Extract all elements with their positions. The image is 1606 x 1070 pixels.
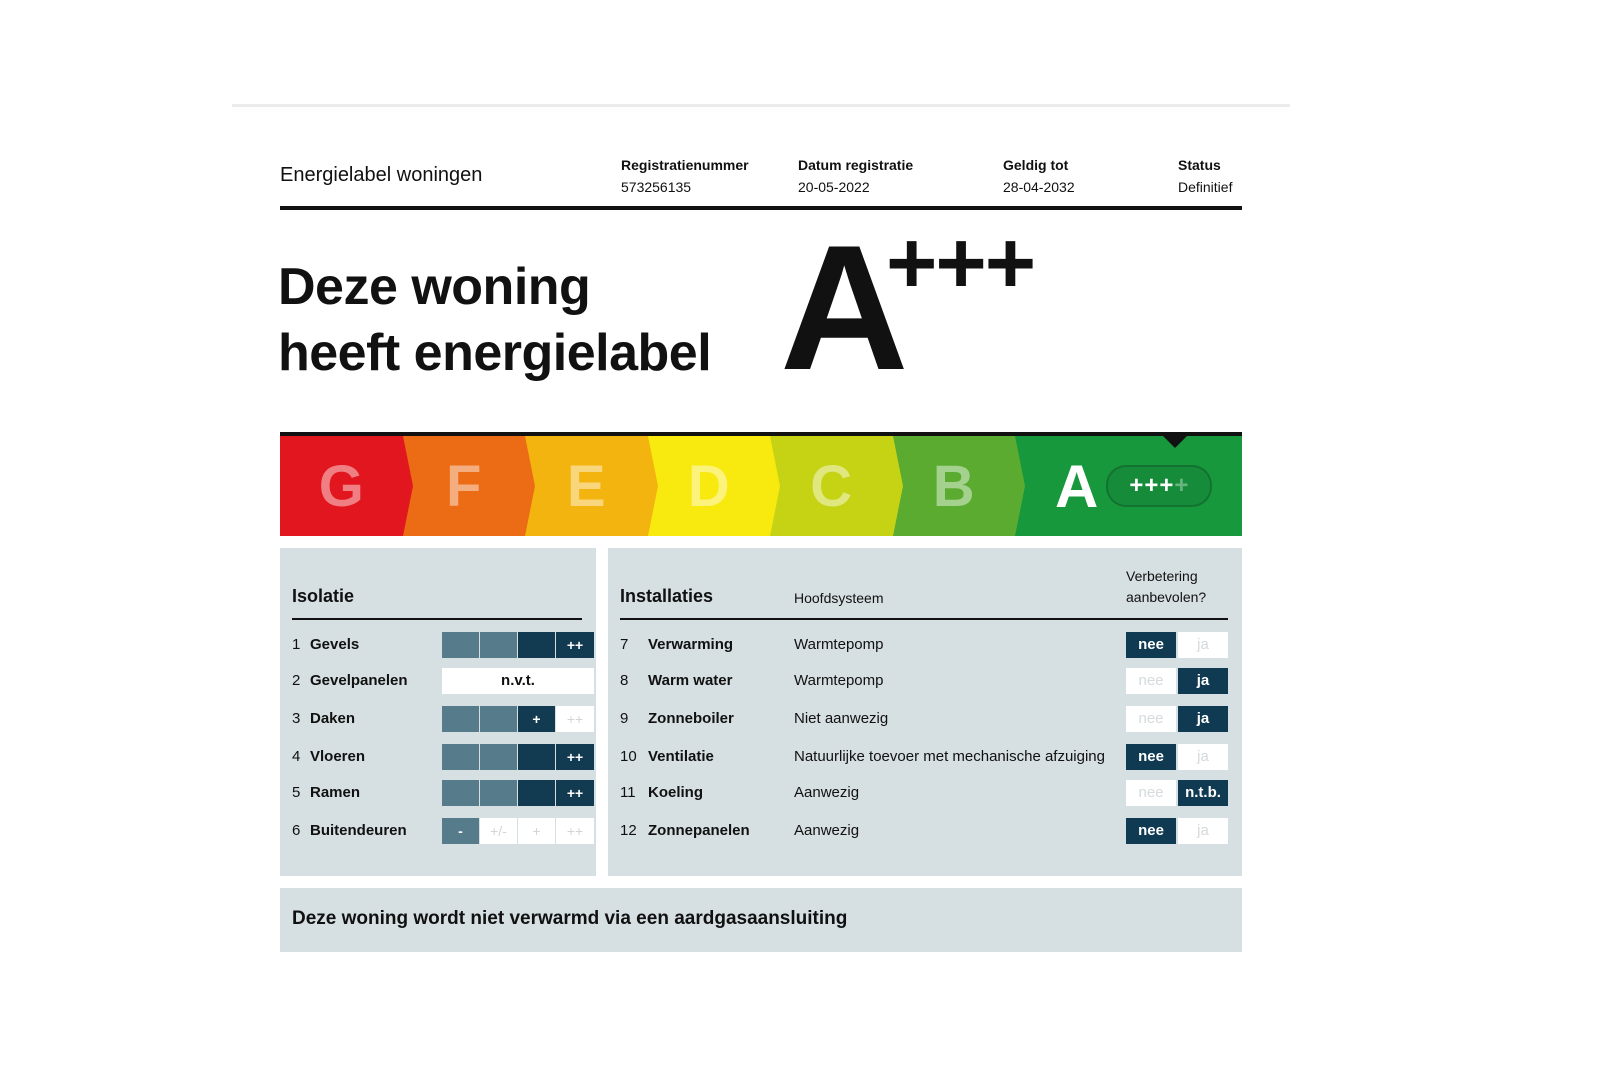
installaties-rule (620, 618, 1228, 620)
improvement-toggle (1126, 668, 1228, 694)
scale-segment-d: D (648, 436, 771, 536)
footer-note (280, 888, 1242, 952)
rating-bar (442, 744, 594, 770)
installaties-title: Installaties (620, 586, 714, 606)
improvement-toggle (1126, 706, 1228, 732)
rating-cell (518, 780, 555, 806)
improvement-toggle (1126, 632, 1228, 658)
row-number: 6 (292, 822, 301, 839)
rating-cell: ++ (556, 706, 594, 732)
row-number: 10 (620, 748, 637, 765)
row-number: 12 (620, 822, 637, 839)
big-label-plus: +++ (886, 213, 1035, 312)
row-number: 1 (292, 636, 301, 653)
meta-value: 573256135 (621, 179, 692, 195)
toggle-ja: ja (1178, 632, 1228, 658)
meta-value: Definitief (1178, 179, 1233, 195)
scale-chevron (403, 436, 413, 536)
rating-cell: - (442, 818, 479, 844)
rating-cell (480, 780, 517, 806)
row-name: Ventilatie (648, 748, 714, 765)
scale-segment-g: G (280, 436, 403, 536)
row-name: Verwarming (648, 636, 734, 653)
isolatie-row (292, 744, 596, 770)
rating-cell: ++ (556, 780, 594, 806)
meta-label: Status (1178, 157, 1221, 173)
footer-text: Deze woning wordt niet verwarmd via een aardgasaansluiting (292, 908, 848, 929)
scale-chevron (525, 436, 535, 536)
installatie-row (620, 668, 1234, 694)
scale-letter: A (1055, 452, 1099, 520)
scale-segment-e: E (525, 436, 648, 536)
row-number: 5 (292, 784, 301, 801)
rating-bar (442, 780, 594, 806)
row-name: Zonneboiler (648, 710, 734, 727)
meta-value: 20-05-2022 (798, 179, 870, 195)
isolatie-rule (292, 618, 582, 620)
improvement-toggle (1126, 744, 1228, 770)
toggle-ja: ja (1178, 818, 1228, 844)
toggle-nee: nee (1126, 706, 1176, 732)
rating-cell (480, 744, 517, 770)
installaties-panel (608, 548, 1242, 876)
scale-chevron (893, 436, 903, 536)
rating-cell (480, 632, 517, 658)
rating-cell (442, 744, 479, 770)
row-name: Zonnepanelen (648, 822, 750, 839)
row-number: 9 (620, 710, 629, 727)
isolatie-row (292, 668, 596, 694)
meta-status (1178, 154, 1232, 198)
rating-cell (480, 706, 517, 732)
scale-segment-b: B (893, 436, 1016, 536)
isolatie-title: Isolatie (292, 586, 355, 606)
toggle-nee: nee (1126, 780, 1176, 806)
rating-cell: ++ (556, 818, 594, 844)
headline-line-2: heeft energielabel (278, 324, 712, 382)
meta-geldig-tot (1003, 154, 1075, 198)
row-number: 7 (620, 636, 629, 653)
row-name: Daken (310, 710, 356, 727)
rating-cell: ++ (556, 632, 594, 658)
rating-cell: +/- (480, 818, 517, 844)
toggle-ja: ja (1178, 744, 1228, 770)
installatie-row (620, 744, 1234, 770)
meta-registratienummer (621, 154, 749, 198)
row-name: Ramen (310, 784, 361, 801)
rating-cell: + (518, 706, 555, 732)
isolatie-row (292, 780, 596, 806)
isolatie-row (292, 632, 596, 658)
col-verbetering (1126, 566, 1206, 608)
scale-chevron (648, 436, 658, 536)
rating-bar (442, 632, 594, 658)
scale-plus-pill (1106, 465, 1212, 507)
row-name: Warm water (648, 672, 733, 689)
row-name: Buitendeuren (310, 822, 407, 839)
toggle-ja: ja (1178, 706, 1228, 732)
scale-chevron (770, 436, 780, 536)
rating-cell (442, 780, 479, 806)
col-verbetering-line-2: aanbevolen? (1126, 589, 1207, 605)
row-name: Vloeren (310, 748, 366, 765)
scale-segment-f: F (403, 436, 526, 536)
top-divider (232, 104, 1290, 107)
nvt-value: n.v.t. (442, 668, 594, 694)
headline (278, 254, 711, 386)
rating-cell (442, 706, 479, 732)
toggle-nee: nee (1126, 668, 1176, 694)
scale-pointer-icon (1163, 436, 1187, 448)
scale-chevron (1015, 436, 1025, 536)
row-name: Gevelpanelen (310, 672, 408, 689)
scale-plus-active: +++ (1129, 472, 1175, 499)
toggle-ja: ja (1178, 668, 1228, 694)
document-header (280, 150, 1242, 210)
row-system: Aanwezig (794, 822, 860, 839)
toggle-nee: nee (1126, 818, 1176, 844)
installatie-row (620, 706, 1234, 732)
rating-cell (518, 632, 555, 658)
installatie-row (620, 818, 1234, 844)
row-name: Koeling (648, 784, 703, 801)
isolatie-row (292, 706, 596, 732)
row-system: Warmtepomp (794, 672, 884, 689)
rating-cell (518, 744, 555, 770)
toggle-nee: nee (1126, 744, 1176, 770)
col-verbetering-line-1: Verbetering (1126, 568, 1198, 584)
row-name: Gevels (310, 636, 360, 653)
meta-label: Geldig tot (1003, 157, 1069, 173)
row-system: Aanwezig (794, 784, 860, 801)
meta-label: Datum registratie (798, 157, 914, 173)
energy-label-document (278, 150, 1242, 929)
rating-cell (442, 632, 479, 658)
improvement-toggle (1126, 780, 1228, 806)
row-number: 11 (620, 784, 636, 801)
row-number: 3 (292, 710, 301, 727)
meta-value: 28-04-2032 (1003, 179, 1075, 195)
improvement-toggle (1126, 818, 1228, 844)
isolatie-row (292, 818, 596, 844)
rating-cell: ++ (556, 744, 594, 770)
row-number: 2 (292, 672, 301, 689)
meta-datum-registratie (798, 154, 913, 198)
row-system: Natuurlijke toevoer met mechanische afzuiging (794, 748, 1105, 765)
row-system: Niet aanwezig (794, 710, 889, 727)
installatie-row (620, 780, 1234, 806)
row-number: 8 (620, 672, 629, 689)
toggle-nee: nee (1126, 632, 1176, 658)
headline-line-1: Deze woning (278, 258, 591, 316)
row-number: 4 (292, 748, 301, 765)
energy-scale (280, 432, 1242, 532)
big-label-letter: A (780, 208, 909, 407)
scale-segment-a (1015, 436, 1242, 536)
scale-plus-faint: + (1174, 472, 1190, 499)
rating-bar (442, 706, 594, 732)
meta-label: Registratienummer (621, 157, 749, 173)
installatie-row (620, 632, 1234, 658)
rating-cell: + (518, 818, 555, 844)
row-system: Warmtepomp (794, 636, 884, 653)
toggle-ja: n.t.b. (1178, 780, 1228, 806)
scale-segment-c: C (770, 436, 893, 536)
document-title: Energielabel woningen (280, 164, 483, 186)
col-hoofdsysteem: Hoofdsysteem (794, 590, 884, 606)
isolatie-panel (280, 548, 596, 876)
rating-bar (442, 818, 594, 844)
